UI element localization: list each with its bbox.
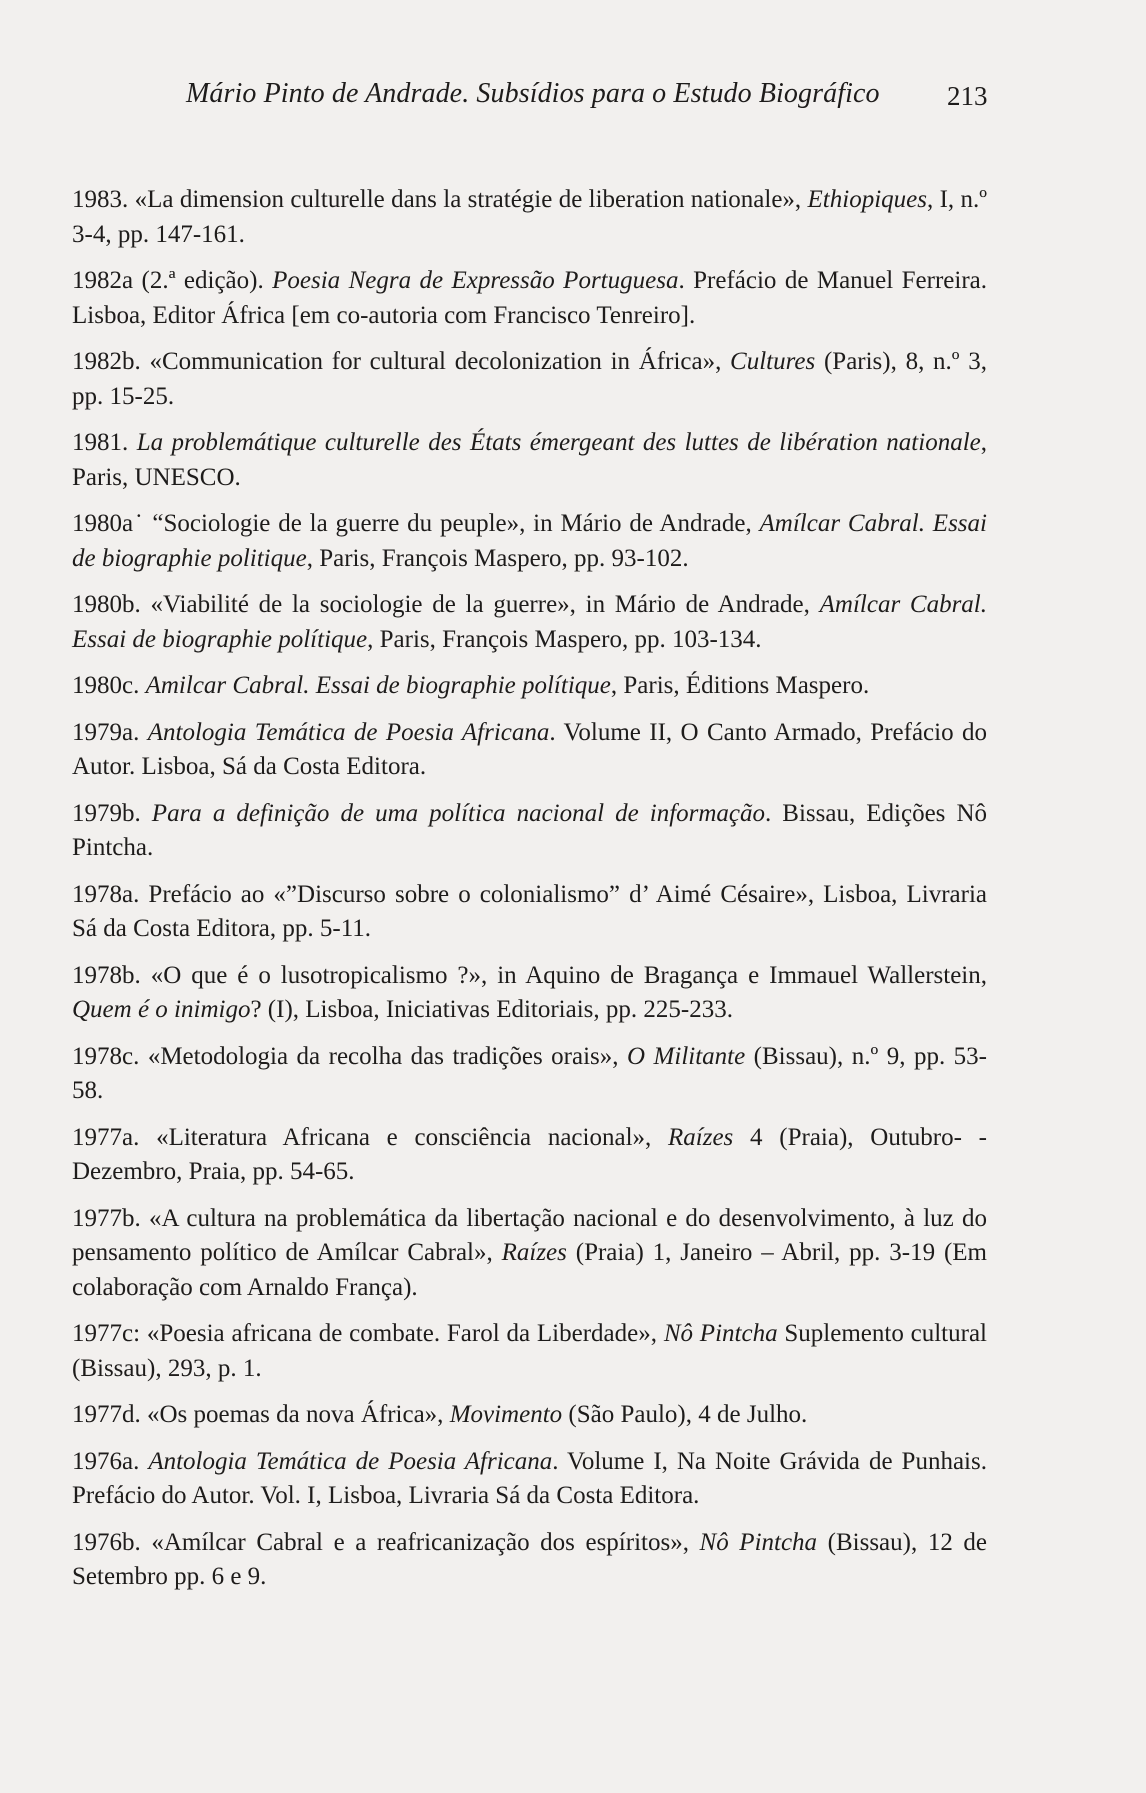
bibliography-entry: 1978c. «Metodologia da recolha das tradições orais», O Militante (Bissau), n.º 9, pp. 53-58. — [72, 1042, 987, 1104]
bibliography-entry: 1978a. Prefácio ao «”Discurso sobre o colonialismo” d’ Aimé Césaire», Lisboa, Livraria Sá da Costa Editora, pp. 5-11. — [72, 880, 987, 942]
bibliography-entry: 1983. «La dimension culturelle dans la stratégie de liberation nationale», Ethiopiques, I, n.º 3-4, pp. 147-161. — [72, 186, 988, 248]
bibliography-entry: 1979b. Para a definição de uma política nacional de informação. Bissau, Edições Nô Pintcha. — [72, 799, 987, 861]
bibliography-entry: 1980a˙ “Sociologie de la guerre du peuple», in Mário de Andrade, Amílcar Cabral. Essai de biographie politique, Paris, François Maspero, pp. 93-102. — [72, 510, 987, 572]
bibliography-entry: 1976b. «Amílcar Cabral e a reafricanização dos espíritos», Nô Pintcha (Bissau), 12 de Setembro pp. 6 e 9. — [72, 1528, 987, 1590]
bibliography-entry: 1982a (2.ª edição). Poesia Negra de Expressão Portuguesa. Prefácio de Manuel Ferreira. Lisboa, Editor África [em co-autoria com Francisco Tenreiro]. — [72, 267, 987, 329]
bibliography-entry: 1979a. Antologia Temática de Poesia Africana. Volume II, O Canto Armado, Prefácio do Autor. Lisboa, Sá da Costa Editora. — [72, 718, 987, 780]
bibliography-entry: 1980b. «Viabilité de la sociologie de la guerre», in Mário de Andrade, Amílcar Cabral. Essai de biographie polítique, Paris, François Maspero, pp. 103-134. — [72, 591, 987, 653]
bibliography-entry: 1978b. «O que é o lusotropicalismo ?», in Aquino de Bragança e Immauel Wallerstein, Quem é o inimigo? (I), Lisboa, Iniciativas Editoriais, pp. 225-233. — [72, 961, 987, 1023]
page-number: 213 — [947, 81, 988, 111]
bibliography-entry: 1977b. «A cultura na problemática da libertação nacional e do desenvolvimento, à luz do pensamento político de Amílcar Cabral», Raízes (Praia) 1, Janeiro – Abril, pp. 3-19 (Em colaboração com Arnaldo França). — [72, 1204, 987, 1301]
bibliography-entry: 1982b. «Communication for cultural decolonization in África», Cultures (Paris), 8, n.º 3, pp. 15-25. — [72, 348, 987, 410]
bibliography-list — [72, 183, 987, 1607]
bibliography-entry: 1977c: «Poesia africana de combate. Farol da Liberdade», Nô Pintcha Suplemento cultural (Bissau), 293, p. 1. — [72, 1320, 988, 1382]
bibliography-entry: 1976a. Antologia Temática de Poesia Africana. Volume I, Na Noite Grávida de Punhais. Prefácio do Autor. Vol. I, Lisboa, Livraria Sá da Costa Editora. — [72, 1447, 987, 1509]
bibliography-entry: 1980c. Amilcar Cabral. Essai de biographie polítique, Paris, Éditions Maspero. — [72, 672, 870, 699]
running-title: Mário Pinto de Andrade. Subsídios para o Estudo Biográfico — [186, 78, 880, 109]
bibliography-entry: 1981. La problemátique culturelle des États émergeant des luttes de libération nationale, Paris, UNESCO. — [72, 429, 987, 491]
bibliography-entry: 1977d. «Os poemas da nova África», Movimento (São Paulo), 4 de Julho. — [72, 1401, 808, 1428]
bibliography-entry: 1977a. «Literatura Africana e consciência nacional», Raízes 4 (Praia), Outubro- -Dezembro, Praia, pp. 54-65. — [72, 1123, 987, 1185]
